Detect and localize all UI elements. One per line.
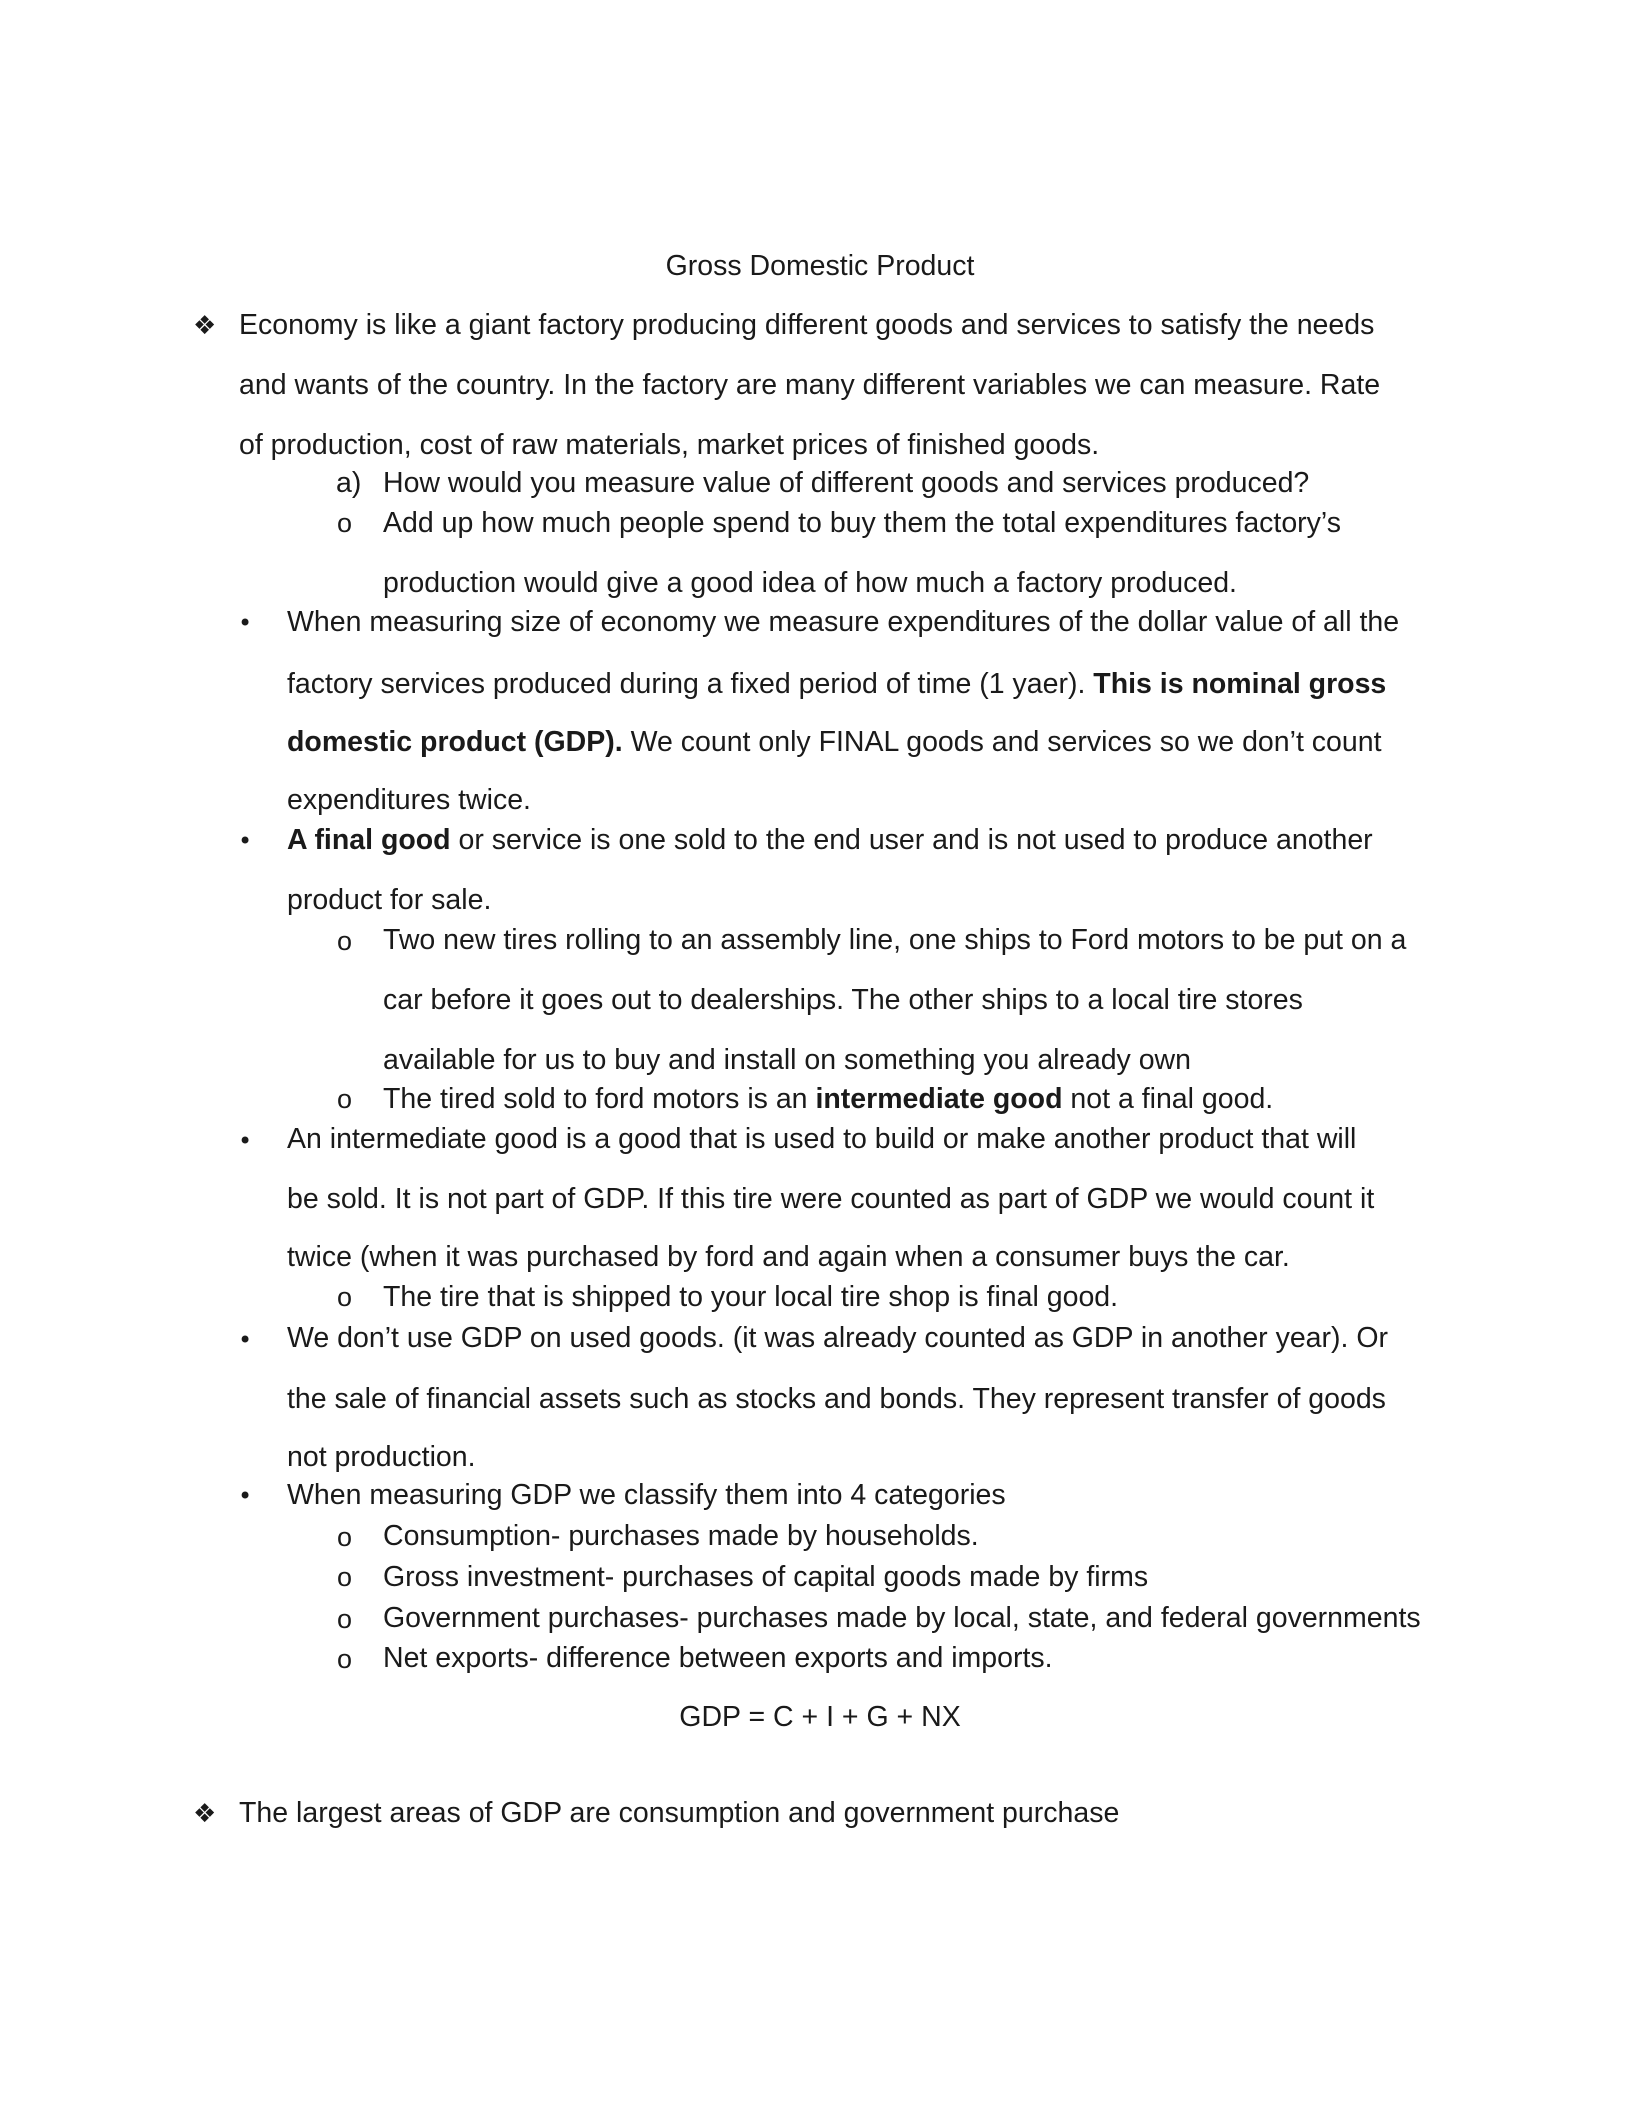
sub-2-line-1: Two new tires rolling to an assembly line, one ships to Ford motors to be put on a: [383, 924, 1407, 956]
dot-bullet-icon: •: [238, 609, 253, 637]
diamond-bullet-icon: ❖: [193, 1799, 217, 1829]
bullet-1-line-2: and wants of the country. In the factory are many different variables we can measure. Rate: [239, 369, 1381, 401]
page-title: Gross Domestic Product: [665, 250, 975, 282]
sub-2-line-3: available for us to buy and install on something you already own: [383, 1044, 1191, 1076]
dot-4-line-2: the sale of financial assets such as stocks and bonds. They represent transfer of goods: [287, 1383, 1386, 1415]
dot-1-line-3: [287, 726, 1382, 759]
dot-2-line-2: product for sale.: [287, 884, 492, 916]
dot-1-line-4: expenditures twice.: [287, 784, 531, 816]
o-bullet-icon: o: [337, 1084, 353, 1114]
dot-bullet-icon: •: [238, 1482, 253, 1510]
dot-1-line-2: [287, 668, 1386, 701]
category-government: Government purchases- purchases made by local, state, and federal governments: [383, 1602, 1421, 1634]
o-bullet-icon: o: [337, 1604, 353, 1634]
dot-4-line-1: We don’t use GDP on used goods. (it was already counted as GDP in another year). Or: [287, 1322, 1389, 1354]
dot-1-line-3-text: We count only FINAL goods and services so we don’t count: [622, 726, 1382, 758]
sub-2-line-2: car before it goes out to dealerships. The other ships to a local tire stores: [383, 984, 1303, 1016]
category-investment: Gross investment- purchases of capital goods made by firms: [383, 1561, 1149, 1593]
o-bullet-icon: o: [337, 508, 353, 538]
o-bullet-icon: o: [337, 1282, 353, 1312]
category-net-exports: Net exports- difference between exports and imports.: [383, 1642, 1053, 1674]
intermediate-good-bold: intermediate good: [815, 1083, 1063, 1115]
bullet-1-line-1: Economy is like a giant factory producing different goods and services to satisfy the needs: [239, 309, 1375, 341]
sub-4-line: The tire that is shipped to your local tire shop is final good.: [383, 1281, 1119, 1313]
dot-bullet-icon: •: [238, 1326, 253, 1354]
dot-bullet-icon: •: [238, 827, 253, 855]
list-marker-a: a): [336, 467, 362, 499]
o-bullet-icon: o: [337, 1644, 353, 1674]
dot-2-line-1-text: or service is one sold to the end user and is not used to produce another: [450, 824, 1373, 856]
dot-4-line-3: not production.: [287, 1441, 476, 1473]
dot-3-line-1: An intermediate good is a good that is used to build or make another product that will: [287, 1123, 1357, 1155]
dot-2-line-1: [287, 824, 1373, 857]
sub-3-line: [383, 1083, 1273, 1116]
category-consumption: Consumption- purchases made by households.: [383, 1520, 979, 1552]
dot-1-line-2-text: factory services produced during a fixed period of time (1 yaer).: [287, 668, 1094, 700]
dot-3-line-2: be sold. It is not part of GDP. If this tire were counted as part of GDP we would count it: [287, 1183, 1375, 1215]
gdp-formula: GDP = C + I + G + NX: [679, 1701, 961, 1733]
sub-1-line-2: production would give a good idea of how much a factory produced.: [383, 567, 1237, 599]
sub-1-line-1: Add up how much people spend to buy them the total expenditures factory’s: [383, 507, 1341, 539]
o-bullet-icon: o: [337, 926, 353, 956]
o-bullet-icon: o: [337, 1522, 353, 1552]
dot-1-line-1: When measuring size of economy we measure expenditures of the dollar value of all the: [287, 606, 1400, 638]
bullet-1-line-3: of production, cost of raw materials, market prices of finished goods.: [239, 429, 1100, 461]
final-good-bold: A final good: [287, 824, 451, 856]
bullet-2-line: The largest areas of GDP are consumption and government purchase: [239, 1797, 1120, 1829]
dot-5-line: When measuring GDP we classify them into 4 categories: [287, 1479, 1006, 1511]
sub-3-text-a: The tired sold to ford motors is an: [383, 1083, 816, 1115]
diamond-bullet-icon: ❖: [193, 311, 217, 341]
item-a-text: How would you measure value of different goods and services produced?: [383, 467, 1310, 499]
dot-bullet-icon: •: [238, 1127, 253, 1155]
sub-3-text-c: not a final good.: [1062, 1083, 1274, 1115]
dot-3-line-3: twice (when it was purchased by ford and again when a consumer buys the car.: [287, 1241, 1290, 1273]
gdp-term-bold: domestic product (GDP).: [287, 726, 623, 758]
nominal-gdp-bold: This is nominal gross: [1093, 668, 1387, 700]
o-bullet-icon: o: [337, 1562, 353, 1592]
